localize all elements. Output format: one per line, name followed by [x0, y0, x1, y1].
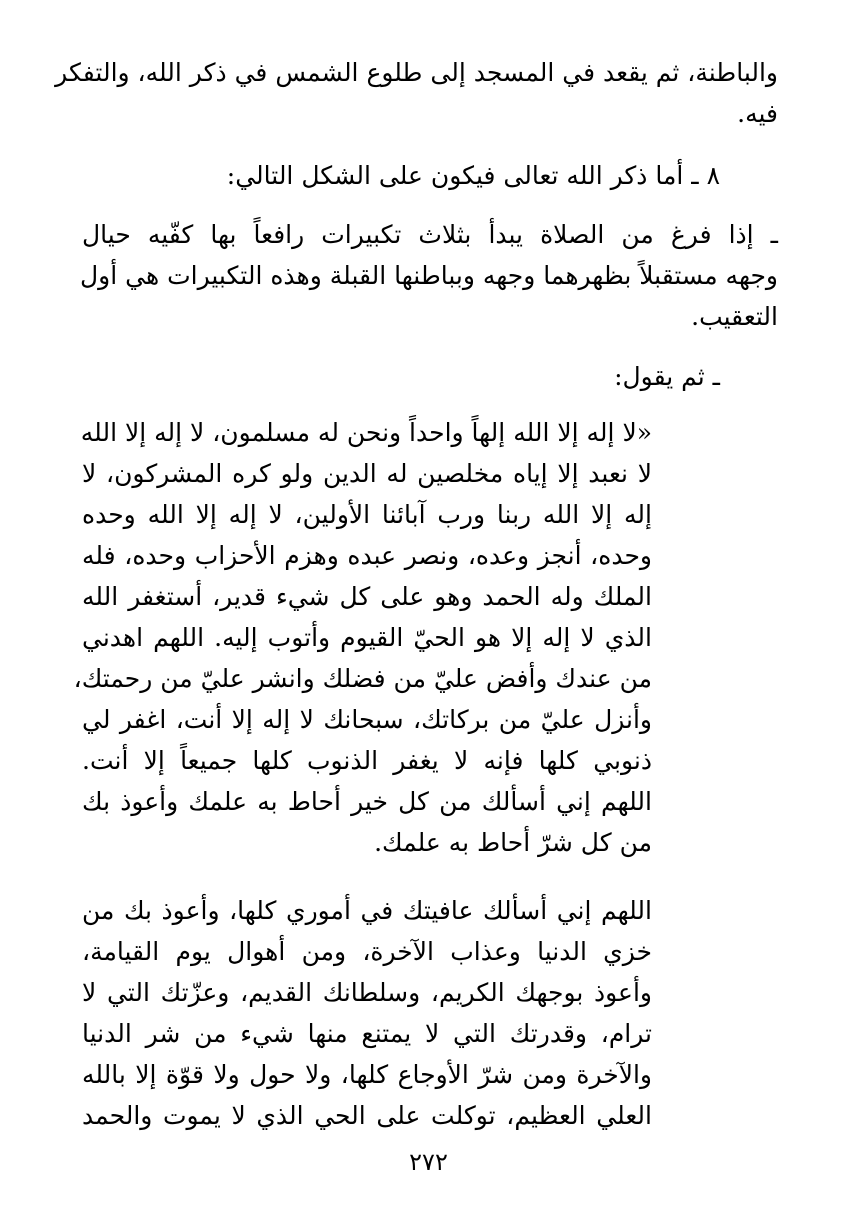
text-line: ـ ثم يقول: [614, 362, 720, 391]
page-number: ٢٧٢ [409, 1148, 448, 1176]
text-line: والباطنة، ثم يقعد في المسجد إلى طلوع الشمس في ذكر الله، والتفكر [55, 58, 778, 87]
text-line: ترام، وقدرتك التي لا يمتنع منها شيء من شر الدنيا [82, 1019, 652, 1048]
text-line: «لا إله إلا الله إلهاً واحداً ونحن له مسلمون، لا إله إلا الله [80, 418, 652, 447]
text-line: الملك وله الحمد وهو على كل شيء قدير، أستغفر الله [82, 582, 652, 611]
text-line: ذنوبي كلها فإنه لا يغفر الذنوب كلها جميعاً إلا أنت. [82, 746, 652, 775]
paragraph-continuation [55, 52, 778, 134]
paragraph-takbirat [82, 214, 778, 337]
text-line: العلي العظيم، توكلت على الحي الذي لا يموت والحمد [82, 1101, 652, 1130]
text-line: خزي الدنيا وعذاب الآخرة، ومن أهوال يوم القيامة، [82, 937, 652, 966]
text-line: ـ إذا فرغ من الصلاة يبدأ بثلاث تكبيرات رافعاً بها كفّيه حيال [82, 220, 778, 249]
text-line: والآخرة ومن شرّ الأوجاع كلها، ولا حول ولا قوّة إلا بالله [82, 1060, 652, 1089]
paragraph-then-says [600, 356, 720, 397]
text-line: من كل شرّ أحاط به علمك. [374, 828, 652, 857]
supplication-quote [73, 412, 652, 863]
text-line: الذي لا إله إلا هو الحيّ القيوم وأتوب إليه. اللهم اهدني [82, 623, 652, 652]
text-line: ٨ ـ أما ذكر الله تعالى فيكون على الشكل التالي: [226, 161, 720, 190]
text-line: وحده، أنجز وعده، ونصر عبده وهزم الأحزاب وحده، فله [82, 541, 652, 570]
text-line: لا نعبد إلا إياه مخلصين له الدين ولو كره المشركون، لا [82, 459, 652, 488]
section-heading-8 [226, 155, 720, 196]
text-line: فيه. [737, 99, 778, 128]
text-line: وأعوذ بوجهك الكريم، وسلطانك القديم، وعزّتك التي لا [82, 978, 652, 1007]
supplication-paragraph [82, 890, 652, 1136]
text-line: من عندك وأفض عليّ من فضلك وانشر عليّ من رحمتك، [73, 664, 652, 693]
text-line: وأنزل عليّ من بركاتك، سبحانك لا إله إلا أنت، اغفر لي [82, 705, 652, 734]
text-line: اللهم إني أسألك عافيتك في أموري كلها، وأعوذ بك من [82, 896, 652, 925]
text-line: التعقيب. [691, 302, 778, 331]
text-line: اللهم إني أسألك من كل خير أحاط به علمك وأعوذ بك [82, 787, 652, 816]
text-line: إله إلا الله ربنا ورب آبائنا الأولين، لا إله إلا الله وحده [82, 500, 652, 529]
text-line: وجهه مستقبلاً بظهرهما وجهه وبباطنها القبلة وهذه التكبيرات هي أول [80, 261, 778, 290]
